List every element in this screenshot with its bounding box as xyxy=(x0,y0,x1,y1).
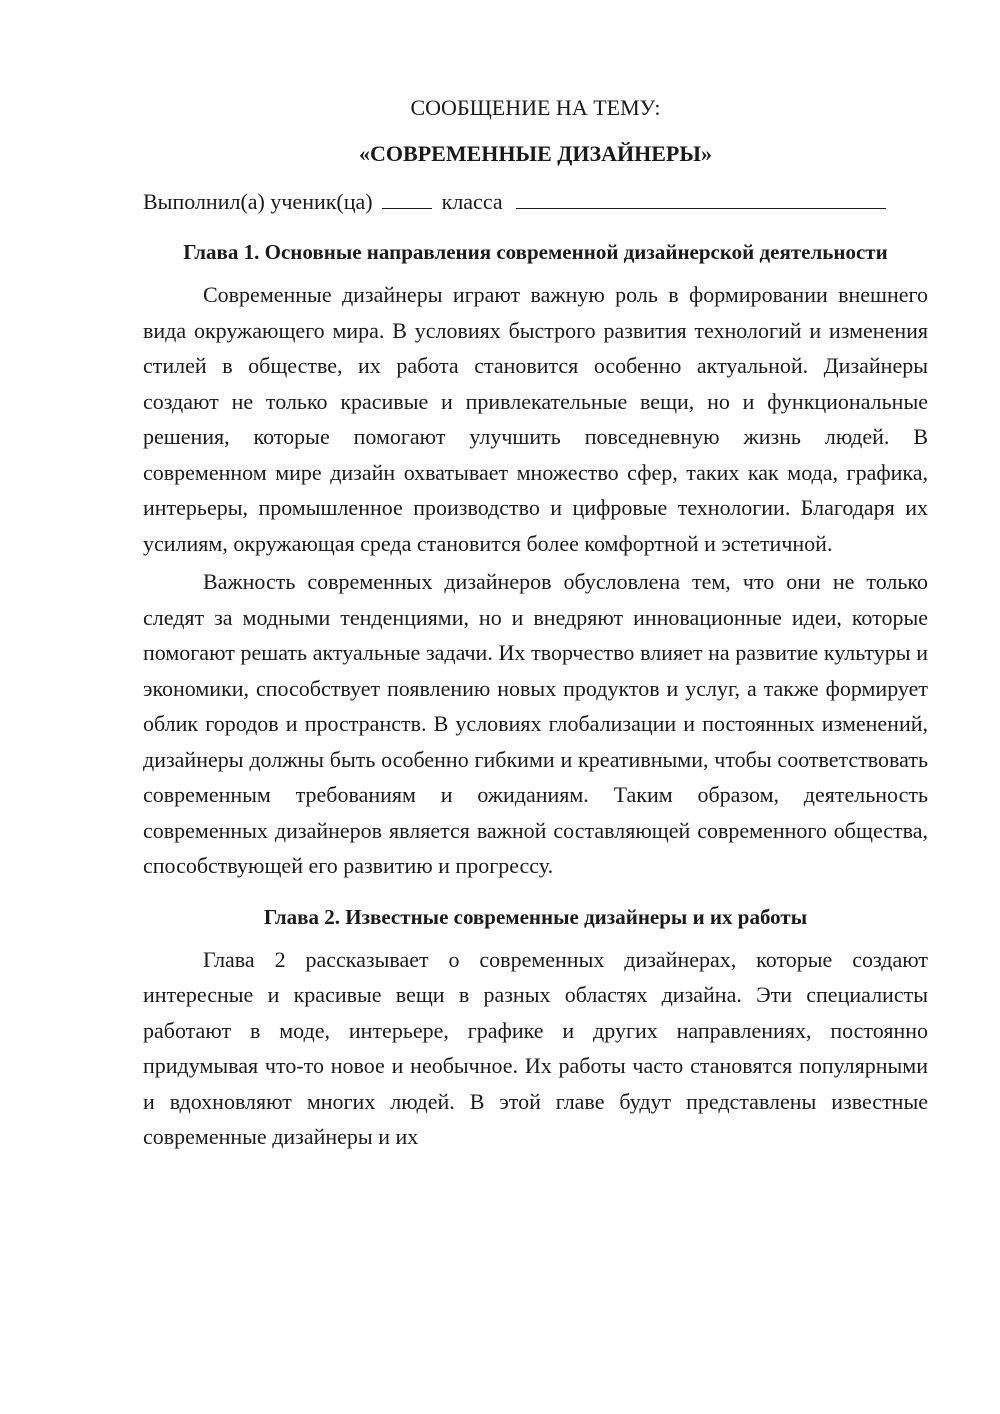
author-prefix: Выполнил(а) ученик(ца) xyxy=(143,189,373,214)
author-class-label: класса xyxy=(441,189,503,214)
document-title-line-1: СООБЩЕНИЕ НА ТЕМУ: xyxy=(410,95,661,120)
chapter-1-paragraph-2: Важность современных дизайнеров обусловлена тем, что они не только следят за модными тенденциями, но и внедряют инновационные идеи, которые помогают решать актуальные задачи. Их творчество влияет на развитие культуры и экономики, способствует появлению новых продуктов и услуг, а также формирует облик городов и пространств. В условиях глобализации и постоянных изменений, дизайнеры должны быть особенно гибкими и креативными, чтобы соответствовать современным требованиям и ожиданиям. Таким образом, деятельность современных дизайнеров является важной составляющей современного общества, способствующей его развитию и прогрессу. xyxy=(143,569,928,878)
chapter-2-paragraph-1: Глава 2 рассказывает о современных дизайнерах, которые создают интересные и красивые вещи в разных областях дизайна. Эти специалисты работают в моде, интерьере, графике и других направлениях, постоянно придумывая что-то новое и необычное. Их работы часто становятся популярными и вдохновляют многих людей. В этой главе будут представлены известные современные дизайнеры и их xyxy=(143,946,928,1149)
chapter-1-paragraph-1: Современные дизайнеры играют важную роль в формировании внешнего вида окружающего мира. В условиях быстрого развития технологий и изменения стилей в обществе, их работа становится особенно актуальной. Дизайнеры создают не только красивые и привлекательные вещи, но и функциональные решения, которые помогают улучшить повседневную жизнь людей. В современном мире дизайн охватывает множество сфер, таких как мода, графика, интерьеры, промышленное производство и цифровые технологии. Благодаря их усилиям, окружающая среда становится более комфортной и эстетичной. xyxy=(143,282,928,556)
author-line xyxy=(143,189,928,215)
name-blank xyxy=(516,190,886,209)
document-page xyxy=(143,95,928,1155)
chapter-2-heading: Глава 2. Известные современные дизайнеры и их работы xyxy=(263,904,808,929)
document-title-line-2: «СОВРЕМЕННЫЕ ДИЗАЙНЕРЫ» xyxy=(359,141,712,166)
grade-blank xyxy=(382,190,432,209)
chapter-1-heading: Глава 1. Основные направления современной дизайнерской деятельности xyxy=(183,240,888,264)
